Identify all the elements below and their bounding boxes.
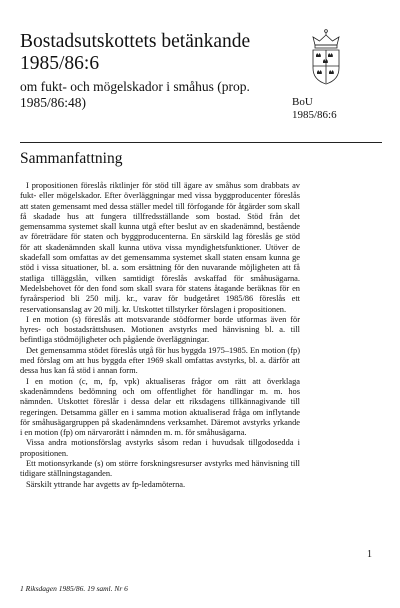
summary-paragraph: Ett motionsyrkande (s) om större forskningsresurser avstyrks med hänvisning till tidigare ställningstaganden.	[20, 459, 300, 479]
summary-paragraph: Det gemensamma stödet föreslås utgå för hus byggda 1975–1985. En motion (fp) med förslag om att hus byggda efter 1969 skall omfattas avstyrks, bl. a. därför att dessa hus kan få stöd i annan form.	[20, 345, 300, 376]
coat-of-arms-icon	[306, 28, 346, 86]
summary-paragraph: I en motion (c, m, fp, vpk) aktualiseras frågor om rätt att överklaga skadenämndens bedömning och om offentlighet för handlingar m. m. hos nämnden. Utskottet föreslår i dessa delar ett riksdagens tillkännagivande till regeringen. Detsamma gäller en i samma motion aktualiserad fråga om inflytande för småhusägargruppen på skadenämndens verksamhet. Däremot avstyrks yrkande i en motion (fp) om närvarorätt i nämnden m. m. för småhusägarna.	[20, 376, 300, 438]
report-identifier	[292, 96, 382, 122]
page-footer: 1 Riksdagen 1985/86. 19 saml. Nr 6	[20, 584, 128, 593]
page-number: 1	[367, 549, 372, 560]
summary-paragraph: I propositionen föreslås riktlinjer för stöd till ägare av småhus som drabbats av fukt- eller mögelskador. Efter överläggningar med vissa byggproducenter föreslås att staten gemensamt med dessa ställer medel till förfogande för åtgärder som skall få skadade hus att fungera tillfredsställande som bostad. Stöd från det gemensamma systemet skall kunna utgå efter beslut av en skadenämnd, bestående av företrädare för staten och byggproducenterna. En särskild lag föreslås ge stöd för att skadenämnden skall kunna utöva vissa myndighetsfunktioner. Utöver de skadefall som omfattas av det gemensamma systemet skall staten ensam kunna ge stöd i vissa situationer, bl. a. som ersättning för den nuvarande möjligheten att få statliga tilläggslån, vilken samtidigt föreslås avskaffad för småhusägarna. Medelsbehovet för den fond som skall svara för statens åtagande beräknas för en fyraårsperiod bli 250 milj. kr., varav för budgetåret 1985/86 föreslås ett reservationsanslag av 20 milj. kr. Utskottet tillstyrker förslagen i propositionen.	[20, 181, 300, 314]
summary-paragraph: Särskilt yttrande har avgetts av fp-ledamöterna.	[26, 479, 186, 489]
summary-paragraph: I en motion (s) föreslås att motsvarande stödformer borde utformas även för hyres- och bostadsrättshusen. Motionen avstyrks med hänvisning bl. a. till befintliga stödmöjligheter och pågående överläggningar.	[20, 314, 300, 345]
summary-paragraph: Vissa andra motionsförslag avstyrks såsom redan i huvudsak tillgodosedda i propositionen.	[20, 438, 300, 458]
summary-body	[20, 181, 300, 490]
section-heading: Sammanfattning	[20, 150, 123, 167]
header-divider	[20, 142, 382, 143]
report-subtitle: om fukt- och mögelskador i småhus (prop. 1985/86:48)	[20, 79, 250, 110]
report-title	[20, 31, 290, 75]
title-line-1: Bostadsutskottets betänkande	[20, 31, 251, 52]
title-line-2: 1985/86:6	[20, 53, 100, 74]
report-number: 1985/86:6	[292, 109, 337, 121]
committee-code: BoU	[292, 96, 313, 108]
